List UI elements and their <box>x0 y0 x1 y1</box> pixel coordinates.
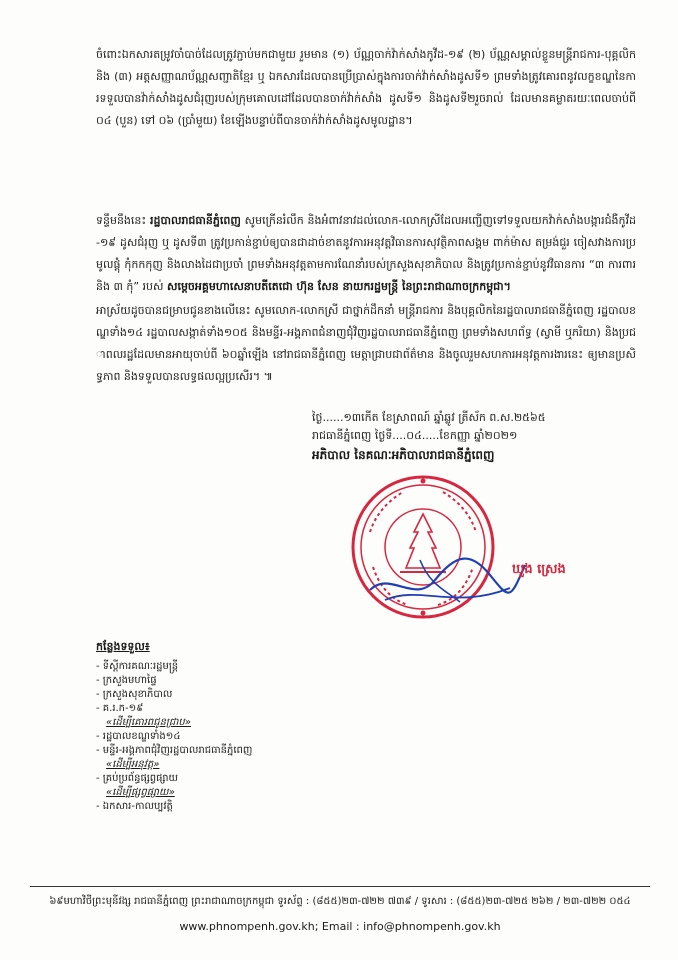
footer-divider <box>30 886 650 887</box>
recipient-item: - គ.រ.ក-១៩ <box>96 703 144 714</box>
recipient-item: - រដ្ឋបាលខណ្ឌទាំង១៤ <box>96 731 181 742</box>
footer-address: ៦៩មហាវិថីព្រះមុនីវង្ស រាជធានីភ្នំពេញ ព្រះរាជាណាចក្រកម្ពុជា ទូរស័ព្ទ : (៨៥៥)២៣-៧២២ ៧៣៩ / ទូរសារ : (៨៥៥)២៣-៧២៥ ២៦២ / ២៣-៧២២ ០៥៤ <box>49 896 631 907</box>
recipients-list <box>96 660 336 814</box>
signer-name: ឃួង ស្រេង <box>512 562 566 577</box>
body-paragraph-1: ចំពោះឯកសារតម្រូវចាំបាច់ដែលត្រូវភ្ជាប់មកជាមួយ រួមមាន (១) ប័ណ្ណចាក់វ៉ាក់សាំងកូវីដ-១៩ (២) ប័ណ្ណសម្គាល់ខ្លួនមន្ត្រីរាជការ-បុគ្គលិក និង (៣) អត្តសញ្ញាណប័ណ្ណសញ្ជាតិខ្មែរ ឬ ឯកសារដែលបានប្រើប្រាស់ក្នុងការចាក់វ៉ាក់សាំងដូសទី១ ព្រមទាំងត្រូវគោរពនូវលក្ខខណ្ឌនៃការទទួលបានវ៉ាក់សាំងដូសជំរុញរបស់ក្រុមគោលដៅដែលបានចាក់វ៉ាក់សាំង ដូសទី១ និងដូសទី២រួចរាល់ ដែលមានគម្លាតរយៈពេលចាប់ពី ០៤ (បួន) ទៅ ០៦ (ប្រាំមួយ) ខែឡើងបន្ទាប់ពីបានចាក់វ៉ាក់សាំងដូសមូលដ្ឋាន។ <box>96 48 636 127</box>
recipients-title: កន្លែងទទួល៖ <box>96 640 150 653</box>
paragraph-2-authority: រដ្ឋបាលរាជធានីភ្នំពេញ <box>150 214 241 227</box>
signer-title: អភិបាល នៃគណៈអភិបាលរាជធានីភ្នំពេញ <box>312 448 495 462</box>
footer-email-label: Email : <box>321 920 360 933</box>
recipient-purpose: «ដើម្បីផ្សព្វផ្សាយ» <box>106 787 175 798</box>
lunar-date-line: ថ្ងៃ......១៣កើត ខែស្រាពណ៍ ឆ្នាំឆ្លូវ ត្រីស័ក ព.ស.២៥៦៥ <box>312 411 546 424</box>
paragraph-2-prime-minister: សម្តេចអគ្គមហាសេនាបតីតេជោ ហ៊ុន សែន នាយករដ្ឋមន្ត្រី នៃព្រះរាជាណាចក្រកម្ពុជា។ <box>166 280 511 293</box>
recipient-item: - ឯកសារ-កាលប្បវត្តិ <box>96 801 173 812</box>
recipient-item: - មន្ទីរ-អង្គភាពជុំវិញរដ្ឋបាលរាជធានីភ្នំពេញ <box>96 745 253 756</box>
body-paragraph-2 <box>96 210 636 298</box>
recipient-purpose: «ដើម្បីគោរពជូនជ្រាប» <box>106 717 191 728</box>
recipient-item: - គ្រប់ប្រព័ន្ធផ្សព្វផ្សាយ <box>96 773 179 784</box>
recipient-item: - ក្រសួងមហាផ្ទៃ <box>96 675 157 686</box>
recipients-block <box>96 640 336 814</box>
footer-contact <box>30 920 650 933</box>
recipient-item: - ទីស្តីការគណៈរដ្ឋមន្ត្រី <box>96 661 179 672</box>
body-paragraph-3: អាស្រ័យដូចបានជម្រាបជូនខាងលើនេះ សូមលោក-លោកស្រី ជាថ្នាក់ដឹកនាំ មន្ត្រីរាជការ និងបុគ្គលិកនៃរដ្ឋបាលរាជធានីភ្នំពេញ រដ្ឋបាលខណ្ឌទាំង១៤ រដ្ឋបាលសង្កាត់ទាំង១០៥ និងមន្ទីរ-អង្គភាពជំនាញជុំវិញរដ្ឋបាលរាជធានីភ្នំពេញ ព្រមទាំងសហព័ទ្ធ (ស្វាមី ឬភរិយា) និងប្រជាពលរដ្ឋដែលមានអាយុចាប់ពី ៦០ឆ្នាំឡើង នៅរាជធានីភ្នំពេញ មេត្តាជ្រាបជាព័ត៌មាន និងចូលរួមសហការអនុវត្តការងារនេះ ឲ្យមានប្រសិទ្ធភាព និងទទួលបានលទ្ធផលល្អប្រសើរ។ ៕ <box>96 304 636 383</box>
footer-website-link[interactable]: www.phnompenh.gov.kh <box>179 920 315 933</box>
footer-separator: ; <box>314 920 319 933</box>
solar-date-line: រាជធានីភ្នំពេញ ថ្ងៃទី....០៤.....ខែកញ្ញា ឆ្នាំ២០២១ <box>312 429 518 442</box>
signature-scribble-icon <box>360 530 530 620</box>
footer-email-link[interactable]: info@phnompenh.gov.kh <box>363 920 501 933</box>
recipient-purpose: «ដើម្បីអនុវត្ត» <box>106 759 160 770</box>
recipient-item: - ក្រសួងសុខាភិបាល <box>96 689 173 700</box>
paragraph-2-lead: ទន្ទឹមនឹងនេះ <box>96 214 151 227</box>
paragraph-2-body: សូមក្រើនរំលឹក និងអំពាវនាវដល់លោក-លោកស្រីដែលអញ្ជើញទៅទទួលយកវ៉ាក់សាំងបង្ការជំងឺកូវីដ-១៩ ដូសជំរុញ ឬ ដូសទី៣ ត្រូវប្រកាន់ខ្ជាប់ឲ្យបានជាដាច់ខាតនូវការអនុវត្តវិធានការសុវត្ថិភាពសង្គម ពាក់ម៉ាស តម្រង់ជួរ ចៀសវាងការប្រមូលផ្តុំ កុំកកកុញ និងលាងដៃជាប្រចាំ ព្រមទាំងអនុវត្តតាមការណែនាំរបស់ក្រសួងសុខាភិបាល និងត្រូវប្រកាន់ខ្ជាប់នូវវិធានការ “៣ ការពារ និង ៣ កុំ” របស់ <box>96 214 636 293</box>
